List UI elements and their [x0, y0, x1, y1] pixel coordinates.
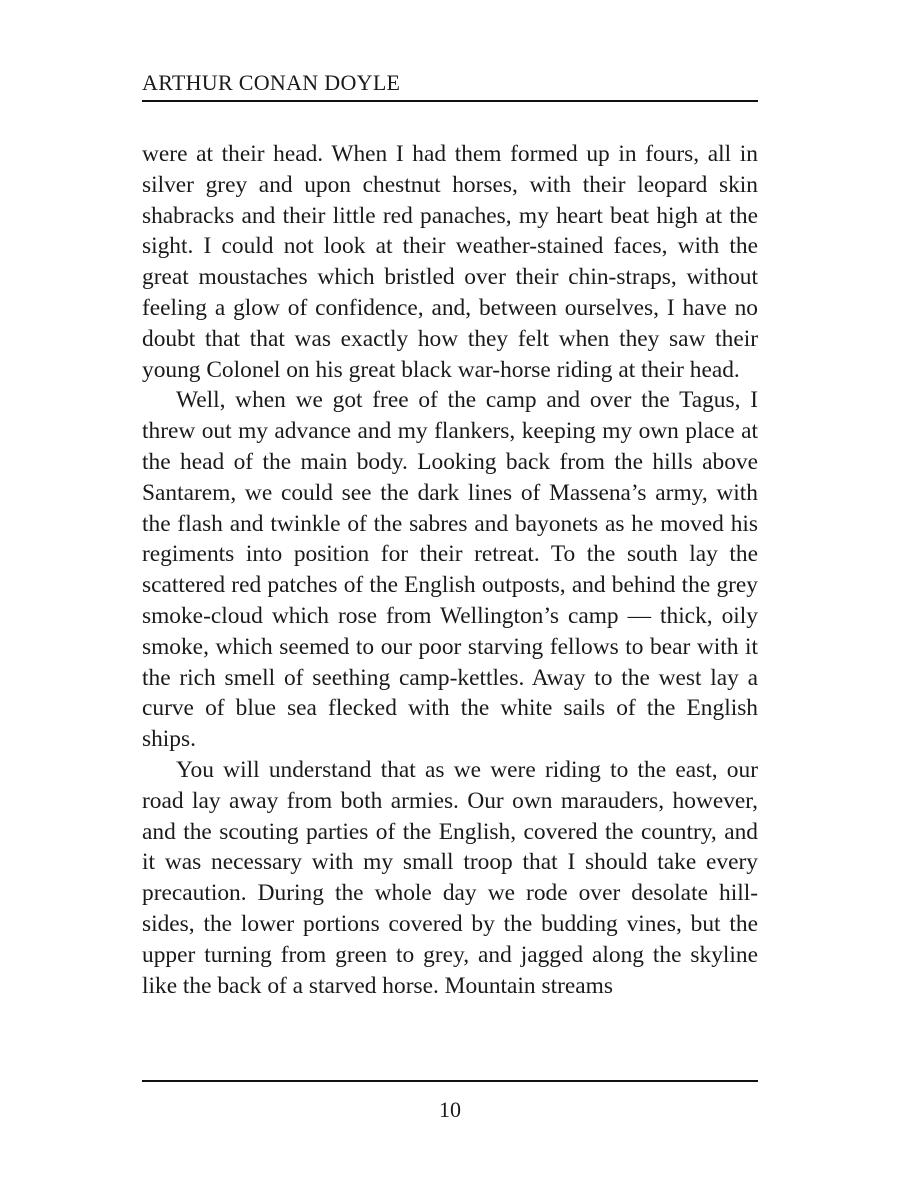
- paragraph: You will understand that as we were riding to the east, our road lay away from both armies. Our own marauders, however, and the scouting parties of the English, covered the country, and it was necessary with my small troop that I should take every precaution. During the whole day we rode over desolate hill-sides, the lower portions covered by the budding vines, but the upper turning from green to grey, and jagged along the skyline like the back of a starved horse. Mountain streams: [142, 756, 758, 999]
- body-text: [142, 139, 758, 1001]
- paragraph: Well, when we got free of the camp and over the Tagus, I threw out my advance and my flankers, keeping my own place at the head of the main body. Looking back from the hills above Santarem, we could see the dark lines of Massena’s army, with the flash and twinkle of the sabres and bayonets as he moved his regiments into position for their retreat. To the south lay the scattered red patches of the English outposts, and behind the grey smoke-cloud which rose from Wellington’s camp — thick, oily smoke, which seemed to our poor starving fellows to bear with it the rich smell of seething camp-kettles. Away to the west lay a curve of blue sea flecked with the white sails of the English ships.: [142, 387, 758, 753]
- page-number: 10: [439, 1097, 461, 1122]
- book-page: [142, 0, 758, 1200]
- running-header-author: ARTHUR CONAN DOYLE: [142, 70, 401, 95]
- footer-rule: [142, 1080, 758, 1082]
- paragraph-continued: were at their head. When I had them formed up in fours, all in silver grey and upon chestnut horses, with their leopard skin shabracks and their little red panaches, my heart beat high at the sight. I could not look at their weather-stained faces, with the great moustaches which bristled over their chin-straps, without feeling a glow of confidence, and, between ourselves, I have no doubt that that was exactly how they felt when they saw their young Colonel on his great black war-horse riding at their head.: [142, 141, 758, 383]
- header-rule: [142, 100, 758, 102]
